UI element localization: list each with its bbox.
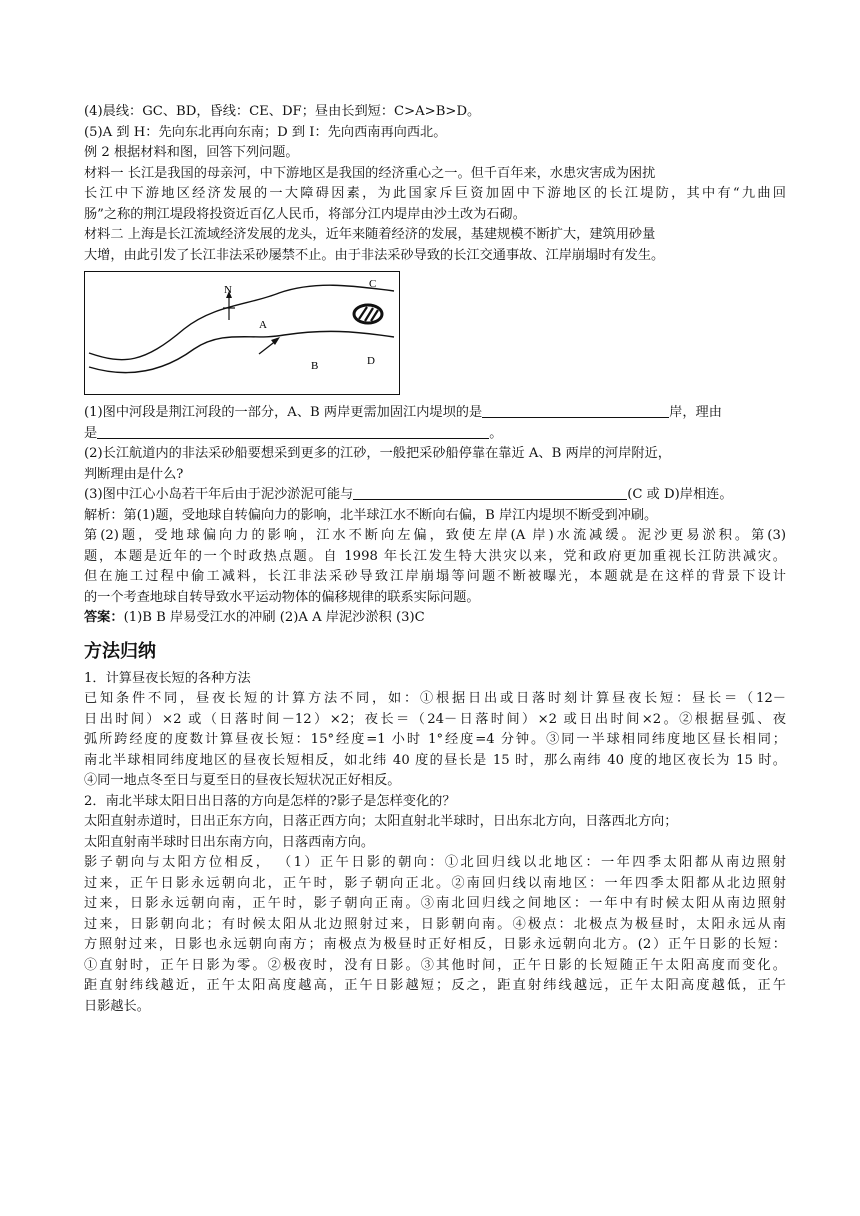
answer-blank: [482, 403, 669, 418]
label-b: B: [311, 360, 319, 372]
example-heading: 例 2 根据材料和图，回答下列问题。: [84, 145, 299, 160]
answer-blank: [97, 424, 489, 439]
analysis-line: 解析：第(1)题，受地球自转偏向力的影响，北半球江水不断向右偏，B 岸江内堤坝不断受到冲刷。: [84, 507, 658, 523]
label-c: C: [369, 278, 377, 290]
body-line: 日出时间）×2 或（日落时间－12）×2；夜长＝（24－日落时间）×2 或日出时间×2。②根据昼弧、夜: [84, 711, 786, 727]
answer-line: 答案：(1)B B 岸易受江水的冲刷 (2)A A 岸泥沙淤积 (3)C: [84, 610, 425, 625]
body-line: 距直射纬线越近，正午太阳高度越高，正午日影越短；反之，距直射纬线越远，正午太阳高度越低，正午: [84, 978, 786, 993]
body-line: 过来，日影永远朝向南，正午时，影子朝向正南。③南北回归线之间地区：一年中有时候太阳从南边照射: [84, 896, 786, 911]
analysis-line: 题，本题是近年的一个时政热点题。自 1998 年长江发生特大洪灾以来，党和政府更加重视长江防洪减灾。: [84, 548, 786, 564]
document-page: [84, 102, 786, 1017]
label-a: A: [259, 319, 267, 331]
analysis-line: 第(2)题，受地球偏向力的影响，江水不断向左偏，致使左岸(A 岸)水流减缓。泥沙更易淤积。第(3): [84, 528, 786, 543]
question-2: (2)长江航道内的非法采砂船要想采到更多的江砂，一般把采砂船停靠在靠近 A、B 两岸的河岸附近，: [84, 446, 671, 461]
paragraph: (4)晨线：GC、BD，昏线：CE、DF；昼由长到短：C>A>B>D。: [84, 104, 481, 119]
body-line: ④同一地点冬至日与夏至日的昼夜长短状况正好相反。: [84, 773, 401, 788]
paragraph: (5)A 到 H：先向东北再向东南；D 到 I：先向西南再向西北。: [84, 124, 447, 140]
body-line: 弧所跨经度的度数计算昼夜长短：15°经度=1 小时 1°经度=4 分钟。③同一半球相同纬度地区昼长相同；: [84, 732, 786, 747]
body-line: 过来，日影朝向北；有时候太阳从北边照射过来，日影朝向南。④极点：北极点为极昼时，太阳永远从南: [84, 916, 786, 932]
figure-frame: [85, 272, 400, 395]
body-line: 过来，正午日影永远朝向北，正午时，影子朝向正北。②南回归线以南地区：一年四季太阳都从北边照射: [84, 875, 786, 891]
label-d: D: [367, 355, 375, 367]
question-3: (3)图中江心小岛若干年后由于泥沙淤泥可能与 (C 或 D)岸相连。: [84, 487, 733, 502]
north-label: N: [224, 284, 232, 296]
body-line: 影子朝向与太阳方位相反， （1）正午日影的朝向：①北回归线以北地区：一年四季太阳都从南边照射: [84, 855, 786, 870]
material-one-line: 肠”之称的荆江堤段将投资近百亿人民币，将部分江内堤岸由沙土改为石砌。: [84, 206, 526, 222]
question-2-cont: 判断理由是什么?: [84, 466, 184, 482]
analysis-line: 的一个考查地球自转导致水平运动物体的偏移规律的联系实际问题。: [84, 589, 480, 605]
body-line: 已知条件不同，昼夜长短的计算方法不同，如：①根据日出或日落时刻计算昼夜长短：昼长＝（12－: [84, 691, 786, 706]
body-line: ①直射时，正午日影为零。②极夜时，没有日影。③其他时间，正午日影的长短随正午太阳高度而变化。: [84, 957, 786, 973]
body-line: 太阳直射赤道时，日出正东方向，日落正西方向；太阳直射北半球时，日出东北方向，日落西北方向；: [84, 814, 678, 829]
body-line: 太阳直射南半球时日出东南方向，日落西南方向。: [84, 834, 375, 850]
subsection-title: 1．计算昼夜长短的各种方法: [84, 670, 251, 686]
answer-blank: [353, 485, 627, 500]
question-1-cont: 是 。: [84, 425, 503, 441]
island-icon: [354, 305, 382, 323]
body-line: 南北半球相同纬度地区的昼夜长短相反，如北纬 40 度的昼长是 15 时，那么南纬 40 度的地区夜长为 15 时。: [84, 752, 786, 768]
river-diagram: [84, 271, 400, 395]
material-one-line: 长江中下游地区经济发展的一大障碍因素，为此国家斥巨资加固中下游地区的长江堤防，其中有“九曲回: [84, 186, 786, 201]
section-title: 方法归纳: [84, 640, 156, 662]
material-two-line: 大增，由此引发了长江非法采砂屡禁不止。由于非法采砂导致的长江交通事故、江岸崩塌时有发生。: [84, 247, 665, 263]
subsection-title: 2．南北半球太阳日出日落的方向是怎样的?影子是怎样变化的？: [84, 793, 456, 809]
material-two-line: 材料二 上海是长江流域经济发展的龙头，近年来随着经济的发展，基建规模不断扩大，建筑用砂量: [84, 227, 656, 242]
body-line: 方照射过来，日影也永远朝向南方；南极点为极昼时正好相反，日影永远朝向北方。(2）正午日影的长短：: [84, 937, 786, 952]
analysis-line: 但在施工过程中偷工减料，长江非法采砂导致江岸崩塌等问题不断被曝光，本题就是在这样的背景下设计: [84, 569, 786, 584]
question-1: (1)图中河段是荆江河段的一部分，A、B 两岸更需加固江内堤坝的是 岸，理由: [84, 405, 722, 420]
material-one-line: 材料一 长江是我国的母亲河，中下游地区是我国的经济重心之一。但千百年来，水患灾害成为困扰: [84, 165, 656, 181]
body-line: 日影越长。: [84, 998, 150, 1014]
